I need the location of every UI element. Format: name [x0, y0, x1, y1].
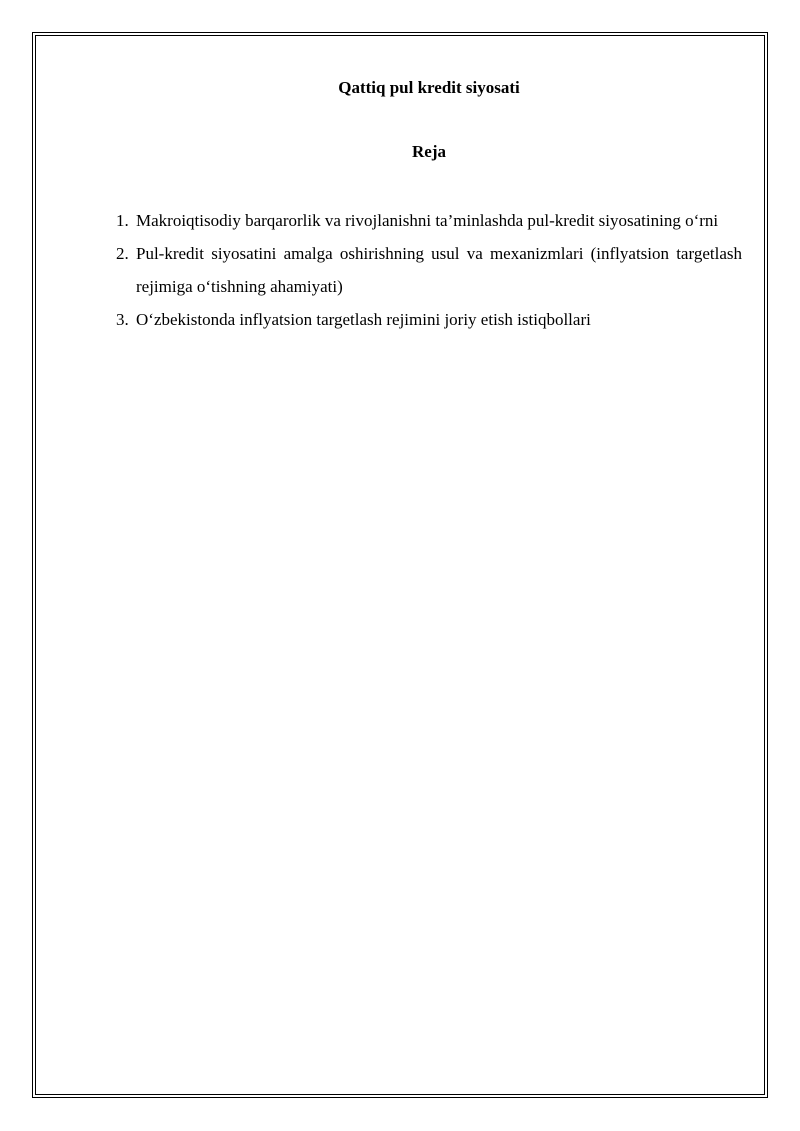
document-subtitle: Reja: [412, 142, 446, 161]
plan-item-number: 3.: [116, 310, 129, 329]
page-border-frame: [32, 32, 768, 1098]
plan-list: [116, 204, 742, 336]
plan-item-number: 1.: [116, 211, 129, 230]
plan-item: [116, 204, 742, 237]
plan-item: [116, 237, 742, 303]
plan-item-text: Makroiqtisodiy barqarorlik va rivojlanishni ta’minlashda pul-kredit siyosatining o‘rni: [136, 211, 719, 230]
page-content: [116, 76, 742, 336]
plan-item-text: Pul-kredit siyosatini amalga oshirishning usul va mexanizmlari (inflyatsion targetlash rejimiga o‘tishning ahamiyati): [136, 244, 742, 296]
plan-item: [116, 303, 742, 336]
plan-item-text: O‘zbekistonda inflyatsion targetlash rejimini joriy etish istiqbollari: [136, 310, 591, 329]
document-title: Qattiq pul kredit siyosati: [338, 78, 520, 97]
plan-item-number: 2.: [116, 244, 129, 263]
